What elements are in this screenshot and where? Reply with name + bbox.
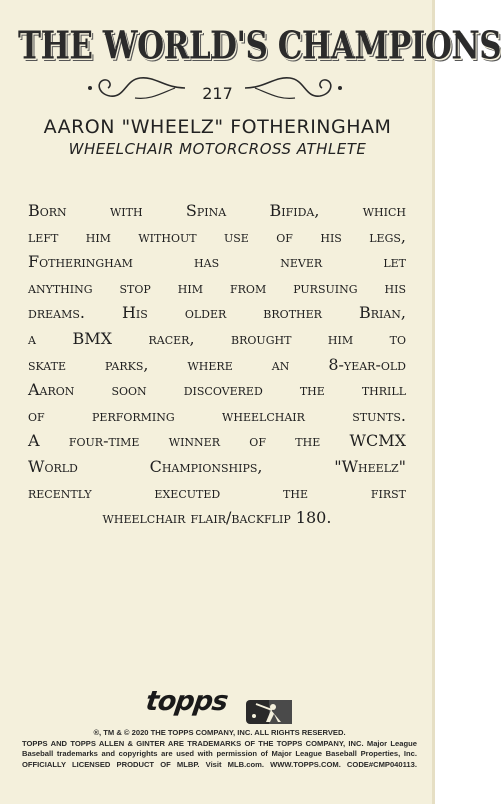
bio-line: Aaron soon discovered the thrill (28, 380, 406, 400)
bio-line: recently executed the first (28, 482, 406, 502)
bio-line: Fotheringham has never let (28, 252, 406, 272)
bio-line: a BMX racer, brought him to (28, 328, 406, 348)
topps-logo: topps (143, 686, 230, 717)
bio-line: wheelchair flair/backflip 180. (102, 508, 332, 528)
bio-line: skate parks, where an 8-year-old (28, 354, 406, 374)
legal-line: Baseball trademarks and copyrights are used with permission of Major League Baseball Properties, Inc. (22, 749, 417, 758)
bio-line: dreams. His older brother Brian, (28, 303, 406, 323)
card-number: 217 (202, 84, 233, 103)
legal-line: TOPPS AND TOPPS ALLEN & GINTER ARE TRADEMARKS OF THE TOPPS COMPANY, INC. Major League (22, 738, 417, 748)
bio-line: A four-time winner of the WCMX (28, 431, 406, 451)
bio-line: World Championships, "Wheelz" (28, 456, 406, 476)
legal-line: OFFICIALLY LICENSED PRODUCT OF MLBP. Visit MLB.com. WWW.TOPPS.COM. CODE#CMP040113. (22, 759, 417, 769)
series-title: THE WORLD'S CHAMPIONS (18, 23, 501, 69)
player-name: AARON "WHEELZ" FOTHERINGHAM (43, 116, 392, 138)
legal-line: ®, TM & © 2020 THE TOPPS COMPANY, INC. ALL RIGHTS RESERVED. (93, 728, 346, 737)
bio-line: anything stop him from pursuing his (28, 277, 406, 297)
bio-line: of performing wheelchair stunts. (28, 405, 406, 425)
bio-line: left him without use of his legs, (28, 226, 406, 246)
mlb-batter-logo-icon (246, 700, 292, 724)
player-title: WHEELCHAIR MOTORCROSS ATHLETE (68, 140, 367, 158)
legal-text (22, 728, 417, 770)
bio-text (28, 198, 406, 531)
bio-line: Born with Spina Bifida, which (28, 201, 406, 220)
